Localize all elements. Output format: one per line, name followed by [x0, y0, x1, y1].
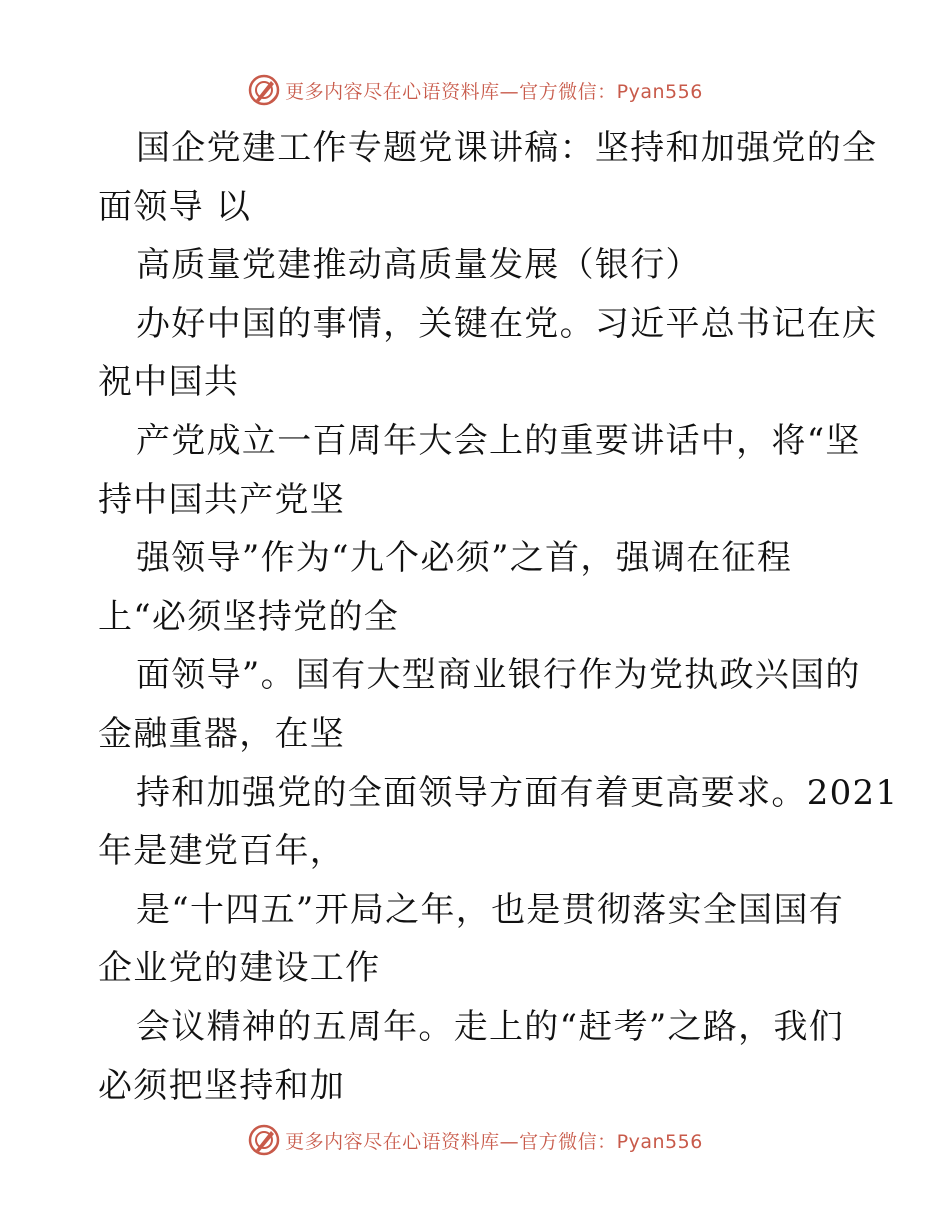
text-line: 产党成立一百周年大会上的重要讲话中，将“坚: [136, 420, 861, 461]
header-banner: [0, 70, 950, 110]
document-body: [98, 119, 899, 1115]
pen-logo-icon: [247, 1123, 281, 1157]
text-line: 强领导”作为“九个必须”之首，强调在征程: [136, 538, 793, 579]
footer-banner: [0, 1120, 950, 1160]
text-line: 办好中国的事情，关键在党。习近平总书记在庆: [136, 303, 878, 344]
text-line: 金融重器，在坚: [98, 713, 346, 754]
text-line: 面领导 以: [98, 186, 252, 227]
text-line: 必须把坚持和加: [98, 1065, 346, 1106]
text-line: 祝中国共: [98, 362, 240, 403]
text-line: 年是建党百年，: [98, 831, 346, 872]
text-line: 持和加强党的全面领导方面有着更高要求。2021: [136, 772, 899, 813]
text-line: 会议精神的五周年。走上的“赶考”之路，我们: [136, 1006, 845, 1047]
text-line: 持中国共产党坚: [98, 479, 346, 520]
text-line: 企业党的建设工作: [98, 948, 381, 989]
text-line: 上“必须坚持党的全: [98, 596, 400, 637]
text-line: 面领导”。国有大型商业银行作为党执政兴国的: [136, 655, 861, 696]
footer-banner-text: 更多内容尽在心语资料库—官方微信：Pyan556: [285, 1130, 703, 1153]
pen-logo-icon: [247, 73, 281, 107]
text-line: 是“十四五”开局之年，也是贯彻落实全国国有: [136, 889, 845, 930]
text-line: 国企党建工作专题党课讲稿：坚持和加强党的全: [136, 128, 878, 168]
text-line: 高质量党建推动高质量发展（银行）: [136, 245, 701, 286]
header-banner-text: 更多内容尽在心语资料库—官方微信：Pyan556: [285, 80, 703, 103]
